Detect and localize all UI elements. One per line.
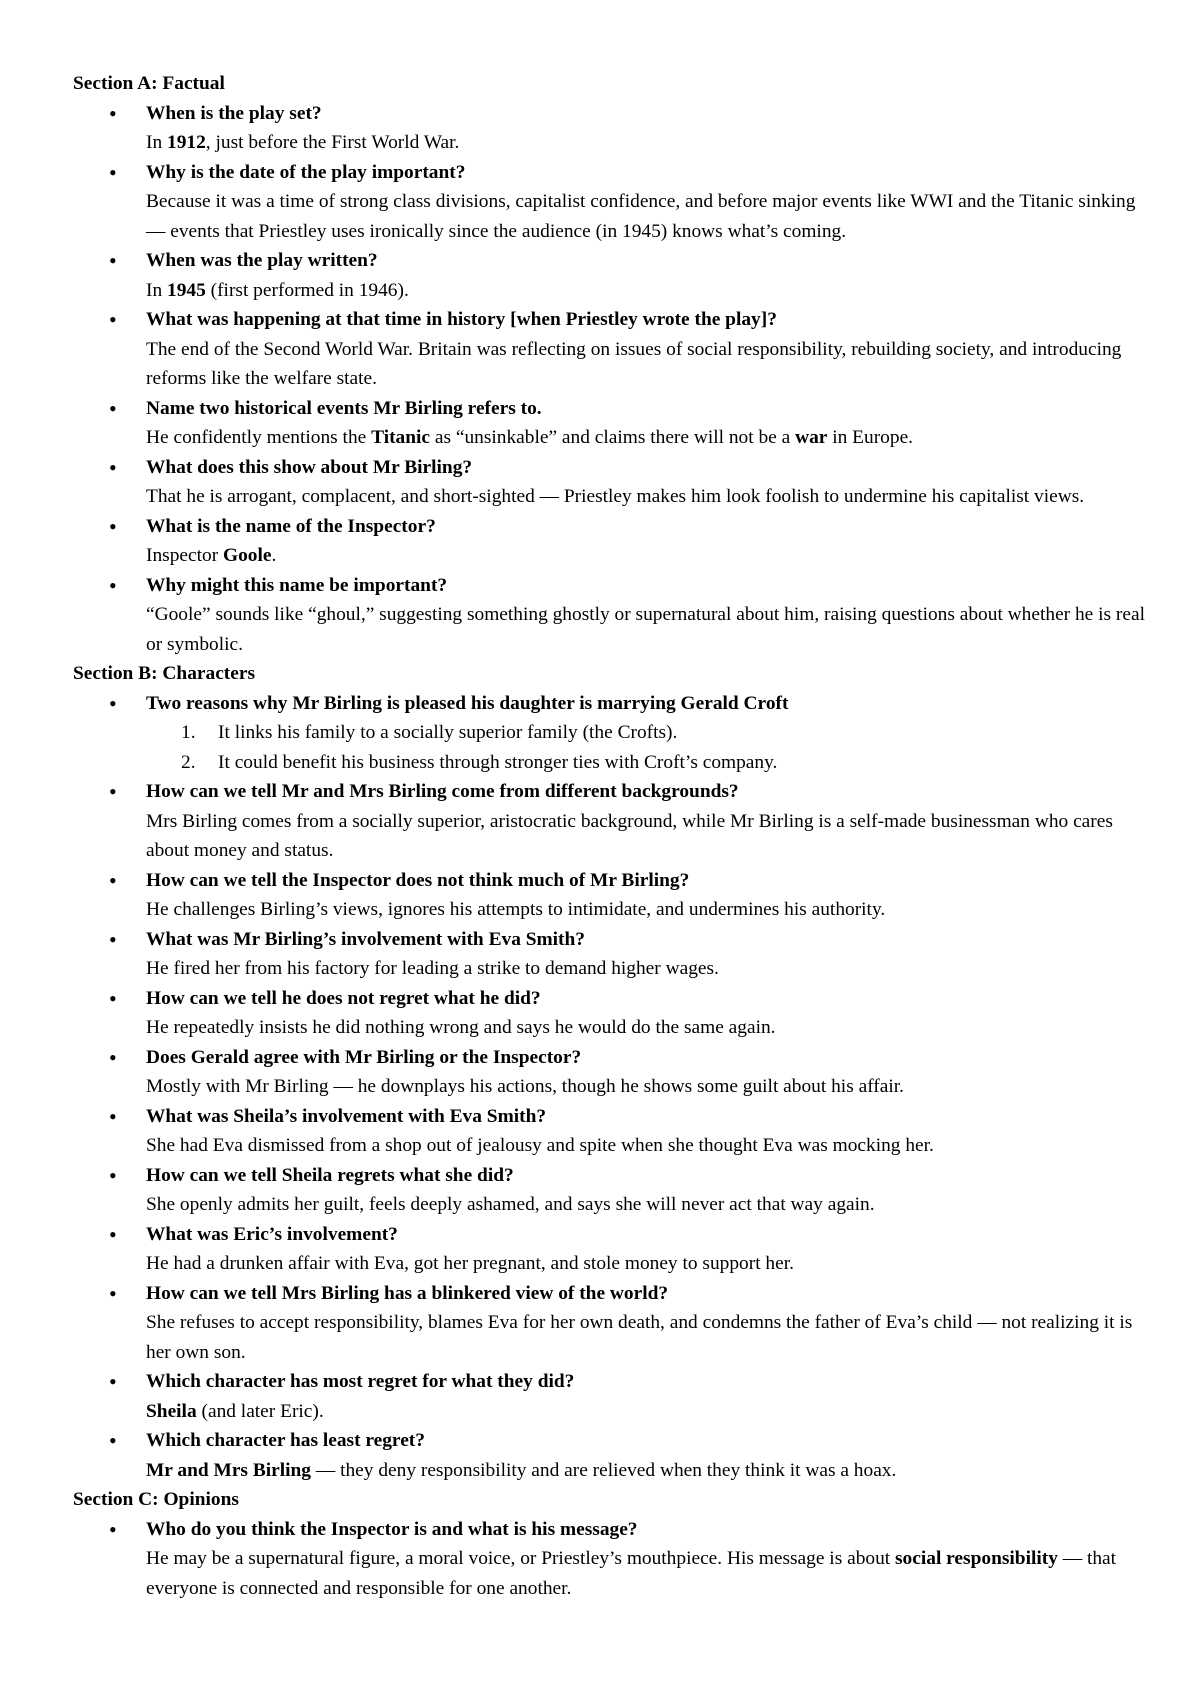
section-title: Section A: Factual	[73, 73, 225, 94]
answer-emphasis: war	[795, 427, 828, 448]
answer-text: She had Eva dismissed from a shop out of jealousy and spite when she thought Eva was mocking her.	[146, 1135, 934, 1156]
answer-text: He had a drunken affair with Eva, got her pregnant, and stole money to support her.	[146, 1253, 794, 1274]
question-item	[146, 305, 1153, 394]
question-text: • Name two historical events Mr Birling refers to.	[146, 397, 542, 419]
answer-emphasis: social responsibility	[895, 1548, 1058, 1569]
answer-text: The end of the Second World War. Britain was reflecting on issues of social responsibility, rebuilding society, and introducing reforms like the welfare state.	[146, 338, 1122, 389]
question-item	[146, 1515, 1153, 1604]
numbered-list	[146, 718, 1153, 777]
question-text: • Which character has least regret?	[146, 1430, 425, 1451]
question-text: • What was Mr Birling’s involvement with Eva Smith?	[146, 928, 585, 950]
answer-emphasis: 1945	[167, 279, 206, 301]
numbered-item	[181, 718, 1153, 748]
question-item	[146, 158, 1153, 247]
answer-text: She openly admits her guilt, feels deeply ashamed, and says she will never act that way again.	[146, 1194, 875, 1215]
question-item	[146, 1367, 1153, 1426]
question-list	[73, 99, 1153, 660]
answer-text: Because it was a time of strong class divisions, capitalist confidence, and before major events like WWI and the Titanic sinking — events that Priestley uses ironically since the audience (in 1945) knows what’s coming.	[146, 191, 1136, 242]
question-text: • Which character has most regret for what they did?	[146, 1371, 575, 1392]
answer-text: He repeatedly insists he did nothing wrong and says he would do the same again.	[146, 1017, 776, 1038]
question-item	[146, 1279, 1153, 1368]
answer-text: He may be a supernatural figure, a moral voice, or Priestley’s mouthpiece. His message is about social responsibility — that everyone is connected and responsible for one another.	[146, 1548, 1117, 1599]
numbered-item	[181, 748, 1153, 778]
question-text: • What was happening at that time in history [when Priestley wrote the play]?	[146, 309, 777, 330]
answer-text: Inspector Goole.	[146, 545, 277, 566]
answer-text: He challenges Birling’s views, ignores his attempts to intimidate, and undermines his authority.	[146, 899, 886, 920]
question-text: • Two reasons why Mr Birling is pleased his daughter is marrying Gerald Croft	[146, 692, 789, 714]
document-body	[73, 69, 1153, 1603]
answer-emphasis: Titanic	[371, 427, 431, 448]
question-item	[146, 925, 1153, 984]
item-number: 2.	[181, 751, 196, 773]
section-title: Section C: Opinions	[73, 1489, 239, 1510]
answer-emphasis: Sheila	[146, 1400, 197, 1422]
question-item	[146, 689, 1153, 778]
answer-text: She refuses to accept responsibility, blames Eva for her own death, and condemns the father of Eva’s child — not realizing it is her own son.	[146, 1312, 1133, 1363]
answer-text: In 1945 (first performed in 1946).	[146, 279, 409, 301]
question-text: • When was the play written?	[146, 250, 378, 271]
answer-emphasis: Mr and Mrs Birling	[146, 1459, 312, 1481]
question-item	[146, 1161, 1153, 1220]
question-list	[73, 1515, 1153, 1604]
question-text: • Who do you think the Inspector is and what is his message?	[146, 1518, 638, 1540]
question-item	[146, 246, 1153, 305]
answer-emphasis: Goole	[223, 545, 272, 566]
item-text: It links his family to a socially superior family (the Crofts).	[218, 722, 678, 743]
item-text: It could benefit his business through stronger ties with Croft’s company.	[218, 751, 778, 773]
question-text: • How can we tell he does not regret what he did?	[146, 987, 541, 1009]
question-text: • How can we tell Mrs Birling has a blinkered view of the world?	[146, 1282, 669, 1304]
answer-text: Sheila (and later Eric).	[146, 1400, 324, 1422]
question-text: • Why might this name be important?	[146, 574, 448, 596]
question-item	[146, 1043, 1153, 1102]
question-item	[146, 1102, 1153, 1161]
question-text: • How can we tell Sheila regrets what she did?	[146, 1164, 514, 1186]
answer-text: Mr and Mrs Birling — they deny responsibility and are relieved when they think it was a hoax.	[146, 1459, 897, 1481]
question-item	[146, 866, 1153, 925]
answer-text: That he is arrogant, complacent, and short-sighted — Priestley makes him look foolish to undermine his capitalist views.	[146, 486, 1085, 507]
question-item	[146, 1220, 1153, 1279]
answer-text: “Goole” sounds like “ghoul,” suggesting something ghostly or supernatural about him, raising questions about whether he is real or symbolic.	[146, 604, 1145, 655]
question-text: • What is the name of the Inspector?	[146, 515, 436, 537]
question-item	[146, 394, 1153, 453]
answer-text: He confidently mentions the Titanic as “unsinkable” and claims there will not be a war in Europe.	[146, 427, 914, 448]
answer-text: In 1912, just before the First World War.	[146, 132, 460, 153]
item-number: 1.	[181, 722, 196, 743]
answer-emphasis: 1912	[167, 132, 206, 153]
question-list	[73, 689, 1153, 1486]
question-text: • Why is the date of the play important?	[146, 161, 466, 183]
question-item	[146, 571, 1153, 660]
answer-text: He fired her from his factory for leading a strike to demand higher wages.	[146, 958, 719, 979]
question-item	[146, 1426, 1153, 1485]
question-item	[146, 99, 1153, 158]
question-text: • What was Sheila’s involvement with Eva Smith?	[146, 1105, 547, 1127]
question-text: • Does Gerald agree with Mr Birling or the Inspector?	[146, 1046, 582, 1068]
answer-text: Mrs Birling comes from a socially superior, aristocratic background, while Mr Birling is a self-made businessman who cares about money and status.	[146, 810, 1113, 861]
question-text: • What does this show about Mr Birling?	[146, 456, 473, 478]
question-item	[146, 777, 1153, 866]
question-text: • How can we tell the Inspector does not think much of Mr Birling?	[146, 869, 690, 891]
answer-text: Mostly with Mr Birling — he downplays his actions, though he shows some guilt about his affair.	[146, 1076, 904, 1097]
question-text: • What was Eric’s involvement?	[146, 1223, 398, 1245]
question-item	[146, 453, 1153, 512]
section-title: Section B: Characters	[73, 663, 256, 684]
question-item	[146, 512, 1153, 571]
question-text: • How can we tell Mr and Mrs Birling come from different backgrounds?	[146, 781, 739, 802]
question-item	[146, 984, 1153, 1043]
question-text: • When is the play set?	[146, 102, 322, 124]
